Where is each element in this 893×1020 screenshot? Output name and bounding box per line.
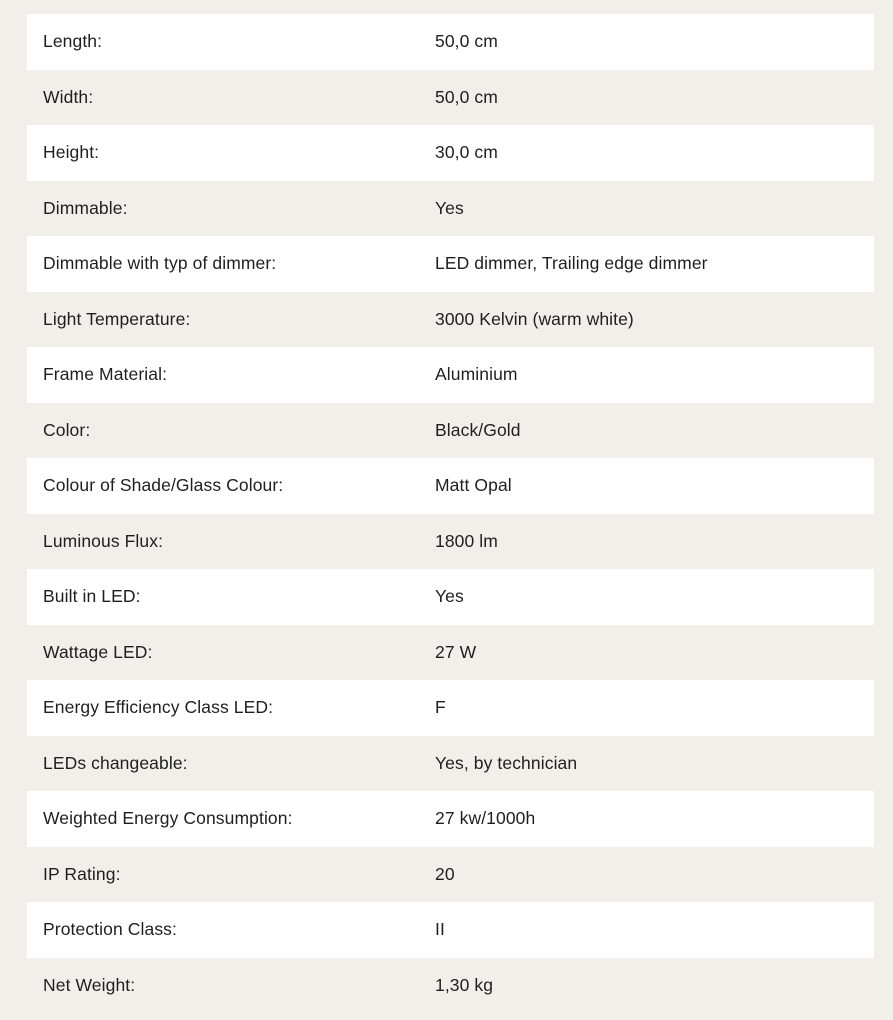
spec-label: Length:: [43, 31, 103, 52]
spec-row-height: [27, 125, 874, 181]
spec-label: Width:: [43, 86, 94, 107]
specification-table: [27, 14, 874, 1013]
spec-row-ip-rating: [27, 847, 874, 903]
spec-value: 1800 lm: [435, 530, 498, 551]
spec-value: Aluminium: [435, 364, 518, 385]
spec-label: Height:: [43, 142, 100, 163]
spec-label: Color:: [43, 419, 91, 440]
spec-row-dimmable: [27, 181, 874, 237]
spec-row-color: [27, 403, 874, 459]
spec-value: Yes: [435, 197, 464, 218]
spec-value: 30,0 cm: [435, 142, 498, 163]
spec-row-dimmer-type: [27, 236, 874, 292]
spec-label: Frame Material:: [43, 364, 168, 385]
spec-label: Light Temperature:: [43, 308, 191, 329]
spec-row-net-weight: [27, 958, 874, 1014]
spec-row-luminous-flux: [27, 514, 874, 570]
spec-label: Weighted Energy Consumption:: [43, 808, 293, 829]
spec-value: LED dimmer, Trailing edge dimmer: [435, 253, 708, 274]
spec-value: Matt Opal: [435, 475, 512, 496]
spec-label: LEDs changeable:: [43, 752, 188, 773]
spec-row-leds-changeable: [27, 736, 874, 792]
spec-label: Luminous Flux:: [43, 530, 164, 551]
spec-row-built-in-led: [27, 569, 874, 625]
spec-label: Wattage LED:: [43, 641, 153, 662]
spec-label: Colour of Shade/Glass Colour:: [43, 475, 284, 496]
spec-value: 3000 Kelvin (warm white): [435, 308, 634, 329]
spec-value: II: [435, 919, 445, 940]
spec-row-energy-class: [27, 680, 874, 736]
spec-value: 50,0 cm: [435, 86, 498, 107]
spec-label: Built in LED:: [43, 586, 141, 607]
spec-row-energy-consumption: [27, 791, 874, 847]
spec-label: Dimmable with typ of dimmer:: [43, 253, 277, 274]
spec-value: 20: [435, 863, 455, 884]
spec-value: Yes: [435, 586, 464, 607]
spec-value: Black/Gold: [435, 419, 521, 440]
spec-value: 1,30 kg: [435, 974, 494, 995]
spec-label: IP Rating:: [43, 863, 121, 884]
spec-row-protection-class: [27, 902, 874, 958]
spec-row-wattage: [27, 625, 874, 681]
spec-value: 27 kw/1000h: [435, 808, 536, 829]
spec-row-width: [27, 70, 874, 126]
spec-label: Protection Class:: [43, 919, 177, 940]
spec-label: Net Weight:: [43, 974, 136, 995]
spec-value: 50,0 cm: [435, 31, 498, 52]
spec-row-light-temperature: [27, 292, 874, 348]
spec-row-shade-colour: [27, 458, 874, 514]
spec-value: F: [435, 697, 446, 718]
spec-label: Energy Efficiency Class LED:: [43, 697, 274, 718]
spec-label: Dimmable:: [43, 197, 128, 218]
spec-row-length: [27, 14, 874, 70]
spec-value: 27 W: [435, 641, 477, 662]
spec-row-frame-material: [27, 347, 874, 403]
spec-value: Yes, by technician: [435, 752, 578, 773]
